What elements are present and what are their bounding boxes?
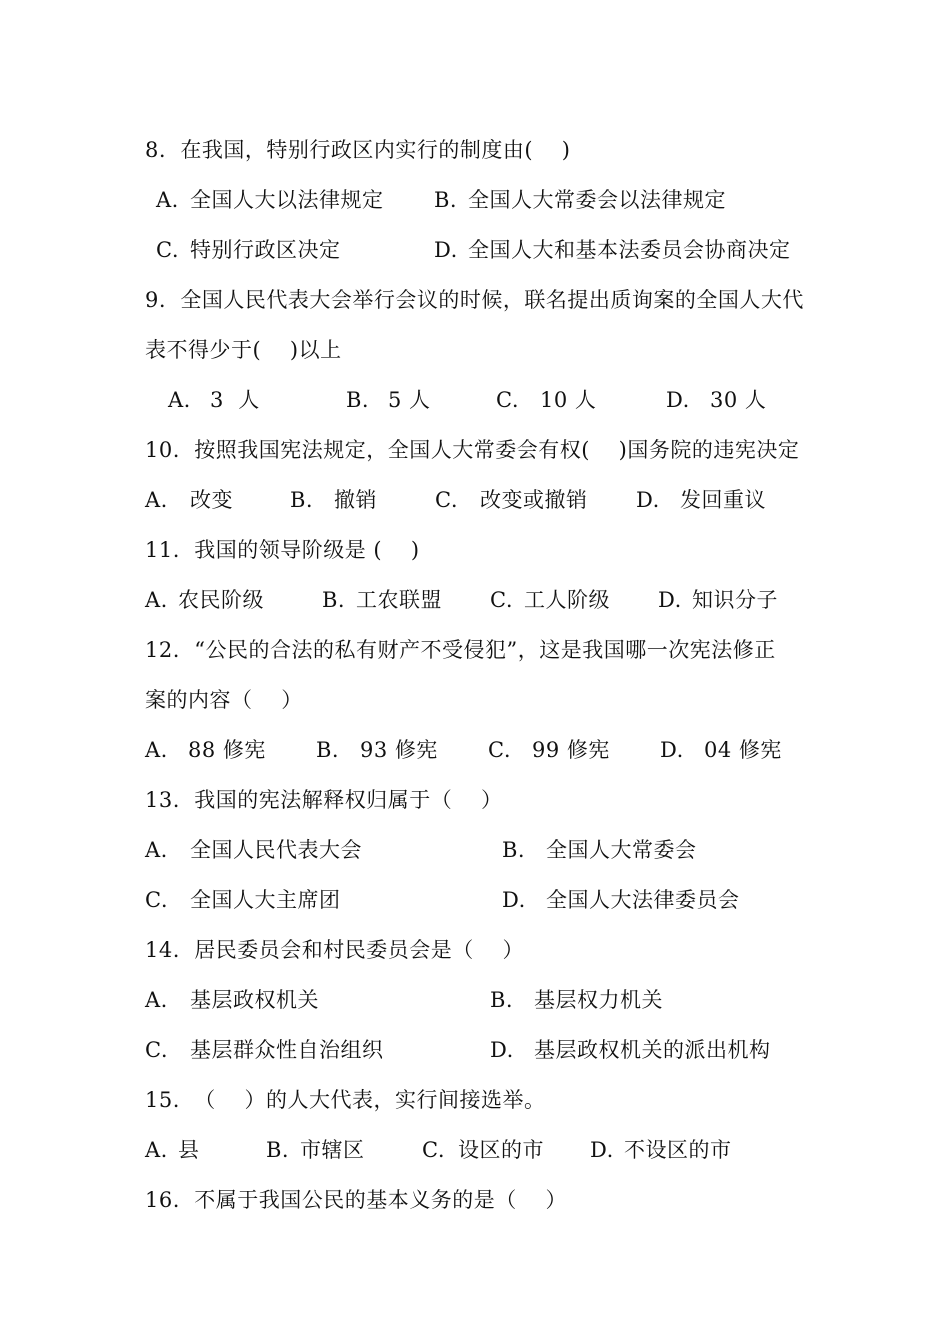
question-9-option-d-text: 30 人 [710,388,767,412]
question-13-option-c-text: 全国人大主席团 [190,888,341,912]
question-8-option-b-label: B. [434,188,458,212]
question-9-option-c-label: C. [496,388,519,412]
question-11-option-b-text: 工农联盟 [356,588,442,612]
question-12-option-a-text: 88 修宪 [188,738,266,762]
question-14-option-b-text: 基层权力机关 [534,988,663,1012]
question-8-stem: 8. 在我国，特别行政区内实行的制度由( ) [145,138,571,162]
question-14-option-d-label: D. [490,1038,514,1062]
question-15-option-b-text: 市辖区 [300,1138,365,1162]
question-12-option-c-text: 99 修宪 [532,738,610,762]
question-14-option-a-label: A. [145,988,168,1012]
question-9-option-a-label: A. [168,388,191,412]
question-9-option-b-label: B. [346,388,370,412]
question-13-option-b-label: B. [502,838,526,862]
question-14-option-c-label: C. [145,1038,168,1062]
question-12-option-b-text: 93 修宪 [360,738,438,762]
question-13-stem: 13. 我国的宪法解释权归属于（ ） [145,788,503,812]
question-14-option-d-text: 基层政权机关的派出机构 [534,1038,771,1062]
question-11-stem: 11. 我国的领导阶级是 ( ) [145,538,420,562]
question-15-option-a-label: A. [145,1138,168,1162]
question-15-option-a-text: 县 [178,1138,200,1162]
question-11-option-a-text: 农民阶级 [178,588,264,612]
question-10-option-d-label: D. [636,488,660,512]
question-12-option-a-label: A. [145,738,168,762]
question-13-option-d-text: 全国人大法律委员会 [546,888,740,912]
question-15-stem: 15. （ ）的人大代表，实行间接选举。 [145,1088,546,1112]
question-8-option-b-text: 全国人大常委会以法律规定 [468,188,726,212]
question-15-option-c-label: C. [422,1138,445,1162]
question-8-option-a-text: 全国人大以法律规定 [190,188,384,212]
question-9-stem-line-1: 9. 全国人民代表大会举行会议的时候，联名提出质询案的全国人大代 [145,288,804,312]
question-13-option-b-text: 全国人大常委会 [546,838,697,862]
question-10-option-b-label: B. [290,488,314,512]
question-9-stem-line-2: 表不得少于( )以上 [145,338,342,362]
question-11-option-a-label: A. [145,588,168,612]
question-12-option-d-label: D. [660,738,684,762]
question-14-option-b-label: B. [490,988,514,1012]
question-8-option-a-label: A. [156,188,179,212]
question-10-stem: 10. 按照我国宪法规定，全国人大常委会有权( )国务院的违宪决定 [145,438,800,462]
question-10-option-a-label: A. [145,488,168,512]
question-8-option-d-text: 全国人大和基本法委员会协商决定 [468,238,791,262]
question-14-stem: 14. 居民委员会和村民委员会是（ ） [145,938,524,962]
question-13-option-c-label: C. [145,888,168,912]
question-12-stem-line-1: 12. “公民的合法的私有财产不受侵犯”，这是我国哪一次宪法修正 [145,638,776,662]
question-9-option-c-text: 10 人 [540,388,597,412]
question-15-option-d-text: 不设区的市 [624,1138,732,1162]
question-15-option-c-text: 设区的市 [458,1138,544,1162]
question-10-option-c-label: C. [435,488,458,512]
question-10-option-a-text: 改变 [190,488,233,512]
question-16-stem: 16. 不属于我国公民的基本义务的是（ ） [145,1188,567,1212]
question-9-option-a-text: 3 人 [210,388,260,412]
question-9-option-d-label: D. [666,388,690,412]
question-8-option-c-label: C. [156,238,179,262]
question-9-option-b-text: 5 人 [388,388,431,412]
question-13-option-d-label: D. [502,888,526,912]
question-12-option-c-label: C. [488,738,511,762]
question-11-option-c-text: 工人阶级 [524,588,610,612]
question-14-option-c-text: 基层群众性自治组织 [190,1038,384,1062]
question-10-option-c-text: 改变或撤销 [480,488,588,512]
question-8-option-c-text: 特别行政区决定 [190,238,341,262]
question-10-option-b-text: 撤销 [334,488,377,512]
question-12-stem-line-2: 案的内容（ ） [145,688,303,712]
question-13-option-a-text: 全国人民代表大会 [190,838,362,862]
question-15-option-b-label: B. [266,1138,290,1162]
question-13-option-a-label: A. [145,838,168,862]
question-11-option-c-label: C. [490,588,513,612]
question-8-option-d-label: D. [434,238,458,262]
question-14-option-a-text: 基层政权机关 [190,988,319,1012]
question-10-option-d-text: 发回重议 [680,488,766,512]
question-11-option-d-label: D. [658,588,682,612]
question-15-option-d-label: D. [590,1138,614,1162]
question-12-option-d-text: 04 修宪 [704,738,782,762]
question-11-option-d-text: 知识分子 [692,588,778,612]
question-11-option-b-label: B. [322,588,346,612]
question-12-option-b-label: B. [316,738,340,762]
